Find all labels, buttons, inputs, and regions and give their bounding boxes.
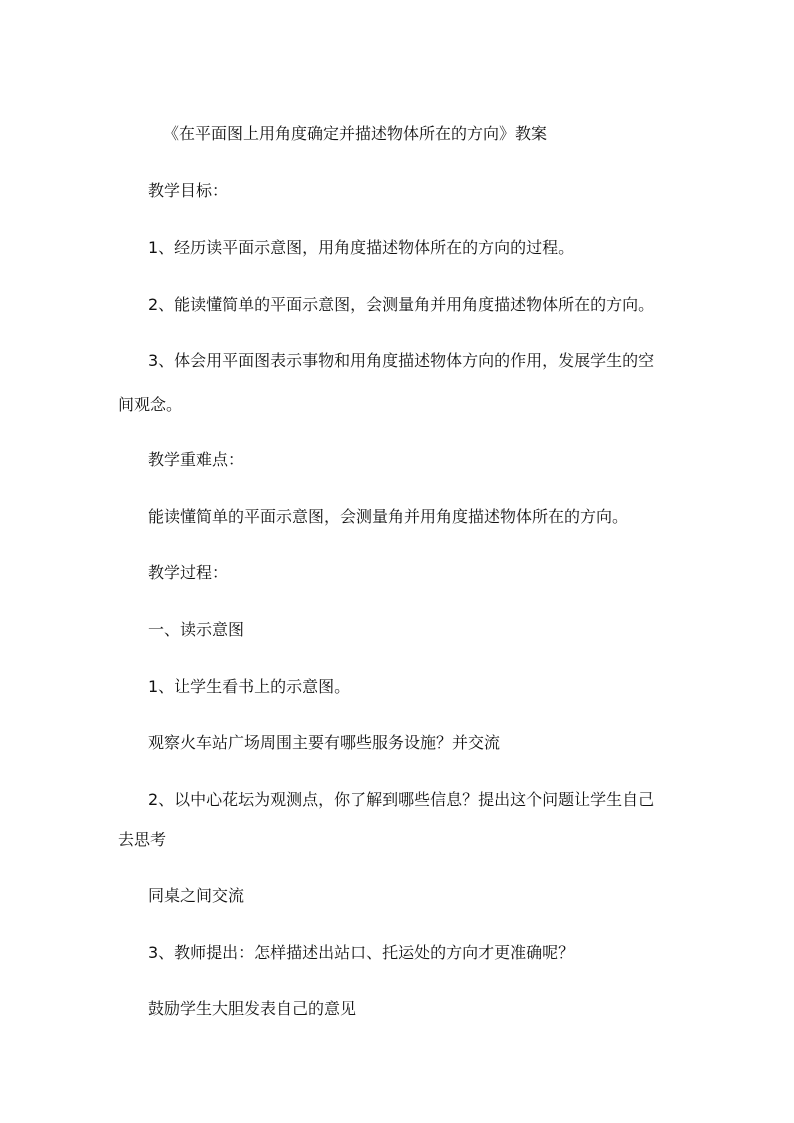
- process-step-2-line-1: 2、以中心花坛为观测点，你了解到哪些信息？提出这个问题让学生自己: [148, 790, 655, 809]
- heading-teaching-objectives: 教学目标：: [148, 181, 229, 200]
- process-observe: 观察火车站广场周围主要有哪些服务设施？并交流: [148, 733, 501, 752]
- process-deskmate-exchange: 同桌之间交流: [148, 886, 245, 905]
- heading-key-points: 教学重难点：: [148, 450, 245, 469]
- key-point-text: 能读懂简单的平面示意图，会测量角并用角度描述物体所在的方向。: [148, 507, 629, 526]
- process-encourage: 鼓励学生大胆发表自己的意见: [148, 999, 357, 1018]
- objective-3-line-2: 间观念。: [118, 395, 183, 414]
- process-step-1: 1、让学生看书上的示意图。: [148, 677, 351, 696]
- section-read-diagram: 一、读示意图: [148, 620, 245, 639]
- process-step-2-line-2: 去思考: [118, 830, 167, 849]
- objective-1: 1、经历读平面示意图，用角度描述物体所在的方向的过程。: [148, 238, 575, 257]
- heading-teaching-process: 教学过程：: [148, 563, 229, 582]
- objective-3-line-1: 3、体会用平面图表示事物和用角度描述物体方向的作用，发展学生的空: [148, 351, 655, 370]
- objective-2: 2、能读懂简单的平面示意图，会测量角并用角度描述物体所在的方向。: [148, 295, 655, 314]
- process-step-3: 3、教师提出：怎样描述出站口、托运处的方向才更准确呢？: [148, 943, 575, 962]
- document-title: 《在平面图上用角度确定并描述物体所在的方向》教案: [163, 124, 548, 143]
